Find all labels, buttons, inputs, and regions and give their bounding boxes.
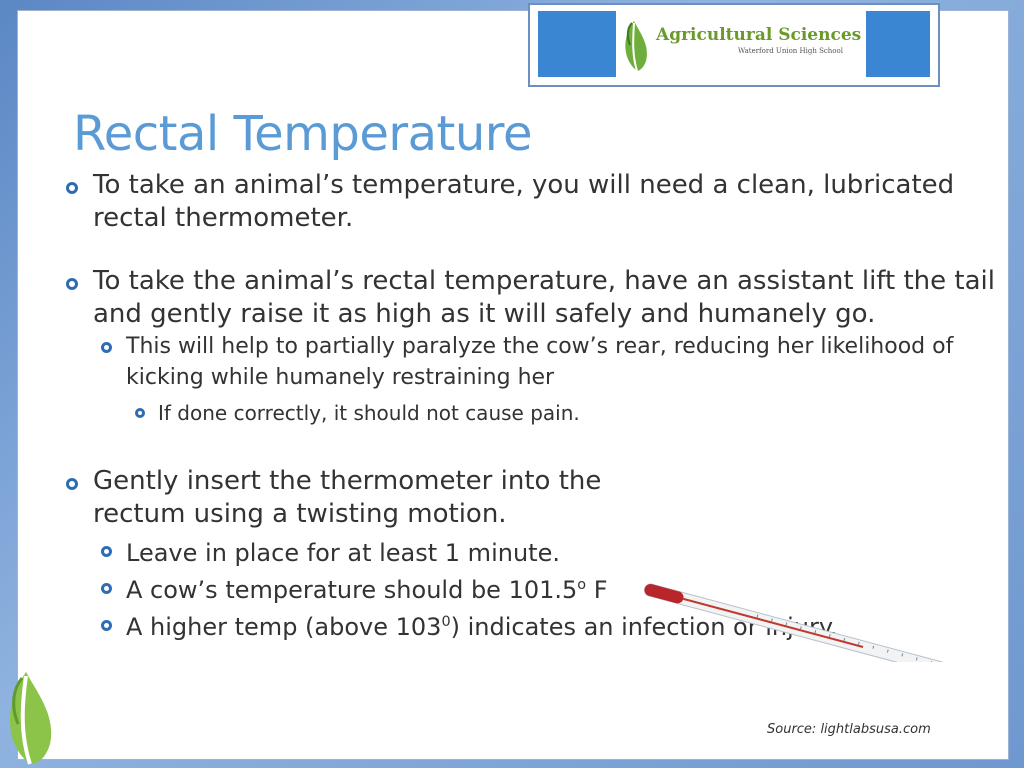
hollow-circle-bullet-icon (101, 546, 112, 557)
header-logo-banner (528, 3, 940, 87)
bullet-item (58, 465, 693, 531)
bullet-text: A higher temp (above $103^0$) indicates an infection or injury. (126, 613, 838, 641)
hollow-circle-bullet-icon (135, 408, 145, 418)
sub-bullet-item (58, 331, 1008, 393)
hollow-circle-bullet-icon (101, 342, 112, 353)
logo-title: Agricultural Sciences (656, 25, 862, 45)
bullet-text: To take an animal’s temperature, you will need a clean, lubricated rectal thermometer. (93, 170, 955, 233)
leaf-logo-icon (0, 664, 62, 768)
hollow-circle-bullet-icon (101, 620, 112, 631)
bullet-item (58, 265, 1008, 331)
leaf-logo-icon (620, 15, 654, 75)
hollow-circle-bullet-icon (66, 278, 78, 290)
bullet-text: This will help to partially paralyze the cow’s rear, reducing her likelihood of kicking while humanely restraining her (126, 334, 954, 390)
slide-title: Rectal Temperature (73, 106, 532, 162)
bullet-text: Leave in place for at least 1 minute. (126, 539, 560, 567)
bullet-text: Gently insert the thermometer into the rectum using a twisting motion. (93, 466, 602, 529)
bullet-item (58, 169, 1008, 235)
sub-bullet-item (58, 535, 1008, 572)
logo-card (616, 11, 866, 77)
hollow-circle-bullet-icon (101, 583, 112, 594)
hollow-circle-bullet-icon (66, 182, 78, 194)
sub-sub-bullet-item (58, 399, 1008, 427)
bullet-text: A cow’s temperature should be 101.5$^o$ F (126, 576, 608, 604)
logo-subtitle: Waterford Union High School (738, 47, 843, 55)
hollow-circle-bullet-icon (66, 478, 78, 490)
source-caption: Source: lightlabsusa.com (767, 722, 931, 737)
bullet-text: If done correctly, it should not cause pain. (158, 401, 580, 425)
bullet-text: To take the animal’s rectal temperature, have an assistant lift the tail and gently raise it as high as it will safely and humanely go. (93, 266, 995, 329)
rectal-thermometer-image (640, 572, 990, 662)
